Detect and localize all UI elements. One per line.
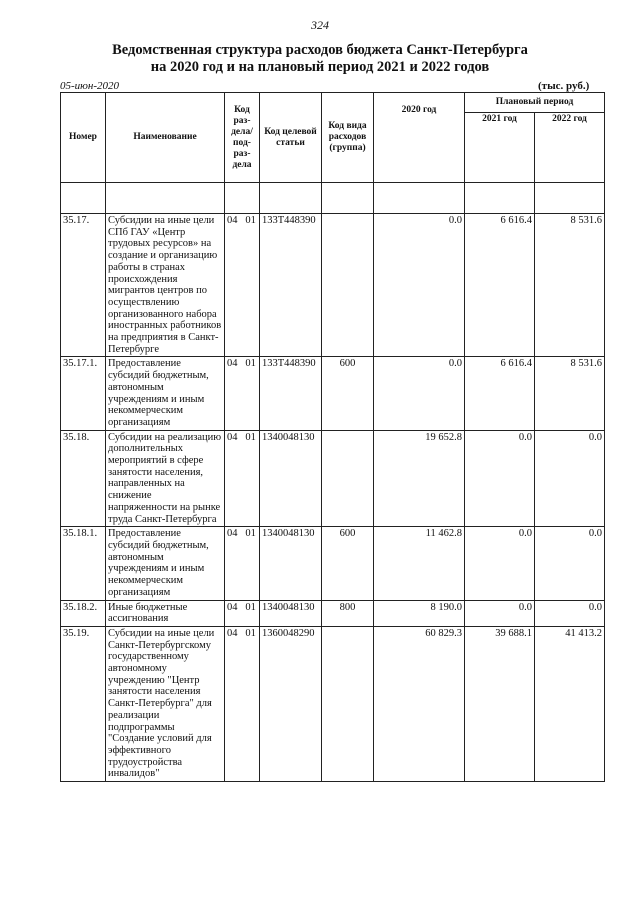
- header-section: Код раз-дела/ под-раз-дела: [225, 93, 260, 183]
- row-2020: 19 652.8: [374, 430, 465, 527]
- row-2020: 8 190.0: [374, 600, 465, 626]
- row-exptype: [322, 430, 374, 527]
- row-exptype: [322, 214, 374, 357]
- row-2022: 0.0: [535, 600, 605, 626]
- row-2021: 39 688.1: [465, 626, 535, 781]
- row-2022: 8 531.6: [535, 214, 605, 357]
- row-target: 1340048130: [260, 527, 322, 600]
- row-section: 04 01: [225, 600, 260, 626]
- header-2022: 2022 год: [535, 113, 605, 183]
- header-number: Номер: [61, 93, 106, 183]
- row-2021: 6 616.4: [465, 357, 535, 430]
- header-target: Код целевой статьи: [260, 93, 322, 183]
- title-line-1: Ведомственная структура расходов бюджета Санкт-Петербурга: [112, 42, 528, 58]
- header-planned: Плановый период: [465, 93, 605, 113]
- row-exptype: 600: [322, 357, 374, 430]
- header-name: Наименование: [106, 93, 225, 183]
- row-target: 1340048130: [260, 600, 322, 626]
- row-section: 04 01: [225, 357, 260, 430]
- row-name: Субсидии на реализацию дополнительных мероприятий в сфере занятости населения, направленных на снижение напряженности на рынке труда Санкт-Петербурга: [106, 430, 225, 527]
- header-2021: 2021 год: [465, 113, 535, 183]
- row-number: 35.19.: [61, 626, 106, 781]
- table-row: [61, 600, 605, 626]
- row-section: 04 01: [225, 626, 260, 781]
- row-2022: 41 413.2: [535, 626, 605, 781]
- title-line-2: на 2020 год и на плановый период 2021 и 2022 годов: [150, 59, 490, 75]
- row-2020: 0.0: [374, 214, 465, 357]
- row-2021: 0.0: [465, 430, 535, 527]
- document-date: 05-июн-2020: [60, 80, 120, 92]
- header-exptype: Код вида расходов (группа): [322, 93, 374, 183]
- row-exptype: 800: [322, 600, 374, 626]
- row-target: 1360048290: [260, 626, 322, 781]
- row-name: Предоставление субсидий бюджетным, автономным учреждениям и иным некоммерческим организациям: [106, 357, 225, 430]
- table-row: [61, 430, 605, 527]
- row-target: 133Т448390: [260, 214, 322, 357]
- row-section: 04 01: [225, 527, 260, 600]
- row-2021: 0.0: [465, 527, 535, 600]
- row-section: 04 01: [225, 430, 260, 527]
- budget-table: [60, 92, 605, 782]
- row-exptype: 600: [322, 527, 374, 600]
- row-name: Субсидии на иные цели Санкт-Петербургскому государственному автономному учреждению "Центр занятости населения Санкт-Петербурга" для реализации подпрограммы "Создание условий для эффективного трудоустройства инвалидов": [106, 626, 225, 781]
- row-target: 133Т448390: [260, 357, 322, 430]
- row-2020: 60 829.3: [374, 626, 465, 781]
- table-row: [61, 626, 605, 781]
- document-title: [0, 42, 640, 76]
- table-row: [61, 214, 605, 357]
- row-section: 04 01: [225, 214, 260, 357]
- row-2021: 6 616.4: [465, 214, 535, 357]
- row-2022: 0.0: [535, 527, 605, 600]
- row-2020: 0.0: [374, 357, 465, 430]
- row-name: Предоставление субсидий бюджетным, автономным учреждениям и иным некоммерческим организациям: [106, 527, 225, 600]
- row-number: 35.17.1.: [61, 357, 106, 430]
- row-exptype: [322, 626, 374, 781]
- row-number: 35.18.: [61, 430, 106, 527]
- row-number: 35.18.1.: [61, 527, 106, 600]
- table-row: [61, 357, 605, 430]
- page-number: 324: [311, 18, 329, 32]
- row-name: Субсидии на иные цели СПб ГАУ «Центр трудовых ресурсов» на создание и организацию работы в странах происхождения мигрантов центров по осуществлению организованного набора иностранных работников на предприятия в Санкт-Петербурге: [106, 214, 225, 357]
- units-label: (тыс. руб.): [538, 80, 590, 92]
- row-number: 35.17.: [61, 214, 106, 357]
- row-target: 1340048130: [260, 430, 322, 527]
- table-row: [61, 527, 605, 600]
- row-number: 35.18.2.: [61, 600, 106, 626]
- row-name: Иные бюджетные ассигнования: [106, 600, 225, 626]
- row-2021: 0.0: [465, 600, 535, 626]
- table-spacer-row: [61, 183, 605, 214]
- header-2020: 2020 год: [374, 93, 465, 183]
- row-2022: 8 531.6: [535, 357, 605, 430]
- row-2022: 0.0: [535, 430, 605, 527]
- row-2020: 11 462.8: [374, 527, 465, 600]
